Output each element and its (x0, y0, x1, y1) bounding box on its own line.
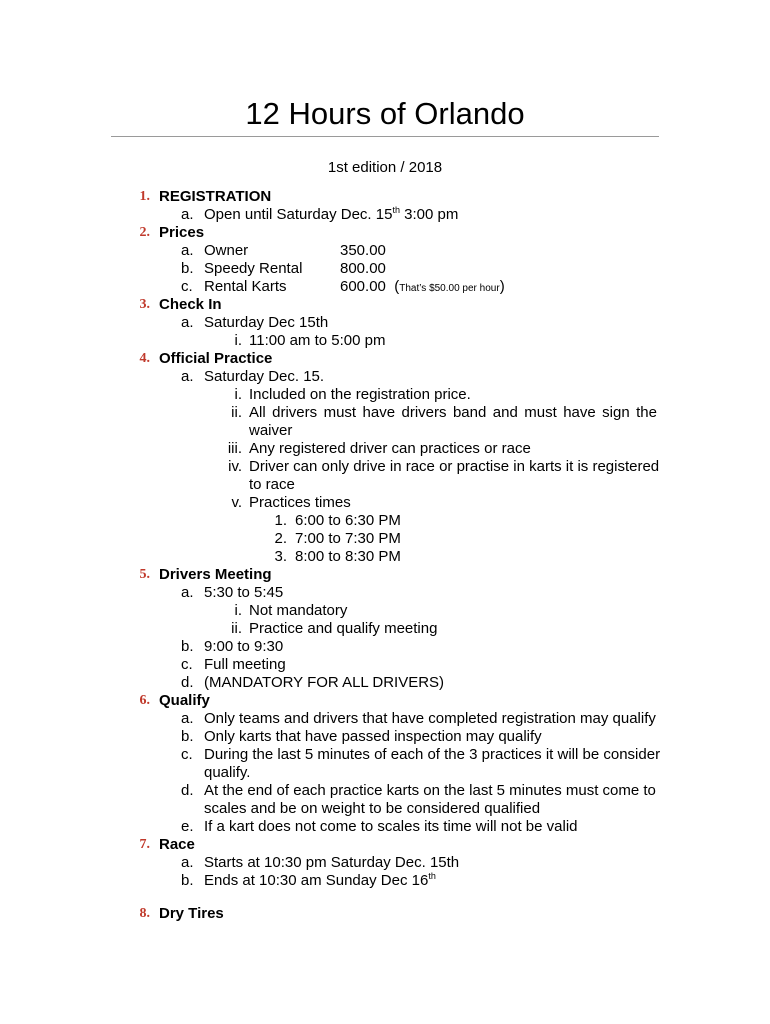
section-title-dry-tires: Dry Tires (159, 905, 224, 922)
registration-deadline: Open until Saturday Dec. 15th 3:00 pm (204, 205, 459, 223)
section-title-qualify: Qualify (159, 692, 210, 709)
practice-time: 6:00 to 6:30 PM (295, 512, 401, 529)
list-marker: b. (181, 260, 194, 277)
meeting-note: Not mandatory (249, 602, 348, 619)
meeting-time: 9:00 to 9:30 (204, 638, 284, 655)
list-marker: iv. (228, 458, 242, 475)
price-label-owner: Owner (204, 242, 249, 259)
practice-time: 8:00 to 8:30 PM (295, 548, 401, 565)
title-divider (111, 136, 659, 137)
price-label-speedy-rental: Speedy Rental (204, 260, 303, 277)
list-marker: 1. (274, 512, 287, 529)
meeting-note: (MANDATORY FOR ALL DRIVERS) (204, 674, 445, 691)
section-title-registration: REGISTRATION (159, 188, 272, 205)
list-marker: ii. (231, 404, 242, 421)
price-note: That’s $50.00 per hour (399, 283, 500, 294)
list-marker: a. (181, 368, 194, 385)
list-marker: c. (181, 746, 193, 763)
race-start: Starts at 10:30 pm Saturday Dec. 15th (204, 854, 460, 871)
checkin-date: Saturday Dec 15th (204, 314, 329, 331)
section-number: 3. (139, 297, 150, 312)
section-title-check-in: Check In (159, 296, 222, 313)
list-marker: iii. (227, 440, 242, 457)
list-marker: 2. (274, 530, 287, 547)
list-marker: a. (181, 710, 194, 727)
list-marker: a. (181, 242, 194, 259)
list-marker: i. (234, 386, 242, 403)
list-marker: a. (181, 584, 194, 601)
section-number: 2. (139, 225, 150, 240)
practice-rule-continued: waiver (249, 422, 293, 439)
section-number: 6. (139, 693, 150, 708)
qualify-rule: If a kart does not come to scales its time will not be valid (204, 818, 578, 835)
practice-rule: All drivers must have drivers band and must have sign the (249, 404, 657, 421)
edition-subtitle: 1st edition / 2018 (327, 159, 443, 176)
list-marker: c. (181, 656, 193, 673)
list-marker: e. (181, 818, 194, 835)
qualify-rule: At the end of each practice karts on the last 5 minutes must come to (204, 782, 656, 799)
list-marker: a. (181, 854, 194, 871)
meeting-time: 5:30 to 5:45 (204, 584, 284, 601)
price-value-owner: 350.00 (340, 242, 386, 259)
section-number: 4. (139, 351, 150, 366)
checkin-hours: 11:00 am to 5:00 pm (249, 332, 386, 349)
list-marker: d. (181, 782, 194, 799)
qualify-rule-continued: qualify. (204, 764, 251, 781)
practice-rule: Included on the registration price. (249, 386, 471, 403)
price-value-rental-karts: 600.00 (That’s $50.00 per hour) (340, 278, 505, 295)
list-marker: b. (181, 638, 194, 655)
list-marker: b. (181, 872, 194, 889)
section-title-drivers-meeting: Drivers Meeting (159, 566, 272, 583)
race-end: Ends at 10:30 am Sunday Dec 16th (204, 871, 436, 889)
list-marker: ii. (231, 620, 242, 637)
practice-rule: Driver can only drive in race or practise in karts it is registered (249, 458, 660, 475)
section-title-official-practice: Official Practice (159, 350, 273, 367)
qualify-rule: Only karts that have passed inspection may qualify (204, 728, 542, 745)
list-marker: a. (181, 314, 194, 331)
section-number: 7. (139, 837, 150, 852)
section-number: 8. (139, 906, 150, 921)
list-marker: b. (181, 728, 194, 745)
section-title-race: Race (159, 836, 195, 853)
practice-rule-continued: to race (249, 476, 295, 493)
list-marker: i. (234, 332, 242, 349)
list-marker: c. (181, 278, 193, 295)
qualify-rule: During the last 5 minutes of each of the 3 practices it will be consider (204, 746, 661, 763)
price-value-speedy-rental: 800.00 (340, 260, 386, 277)
document-title: 12 Hours of Orlando (245, 96, 525, 131)
list-marker: i. (234, 602, 242, 619)
section-number: 5. (139, 567, 150, 582)
section-title-prices: Prices (159, 224, 205, 241)
list-marker: d. (181, 674, 194, 691)
list-marker: 3. (274, 548, 287, 565)
price-label-rental-karts: Rental Karts (204, 278, 287, 295)
list-marker: a. (181, 206, 194, 223)
practice-date: Saturday Dec. 15. (204, 368, 325, 385)
meeting-note: Full meeting (204, 656, 286, 673)
practice-rule: Any registered driver can practices or race (249, 440, 531, 457)
meeting-note: Practice and qualify meeting (249, 620, 438, 637)
list-marker: v. (231, 494, 242, 511)
practice-rule: Practices times (249, 494, 351, 511)
qualify-rule-continued: scales and be on weight to be considered qualified (204, 800, 541, 817)
section-number: 1. (139, 189, 150, 204)
practice-time: 7:00 to 7:30 PM (295, 530, 401, 547)
qualify-rule: Only teams and drivers that have completed registration may qualify (204, 710, 656, 727)
